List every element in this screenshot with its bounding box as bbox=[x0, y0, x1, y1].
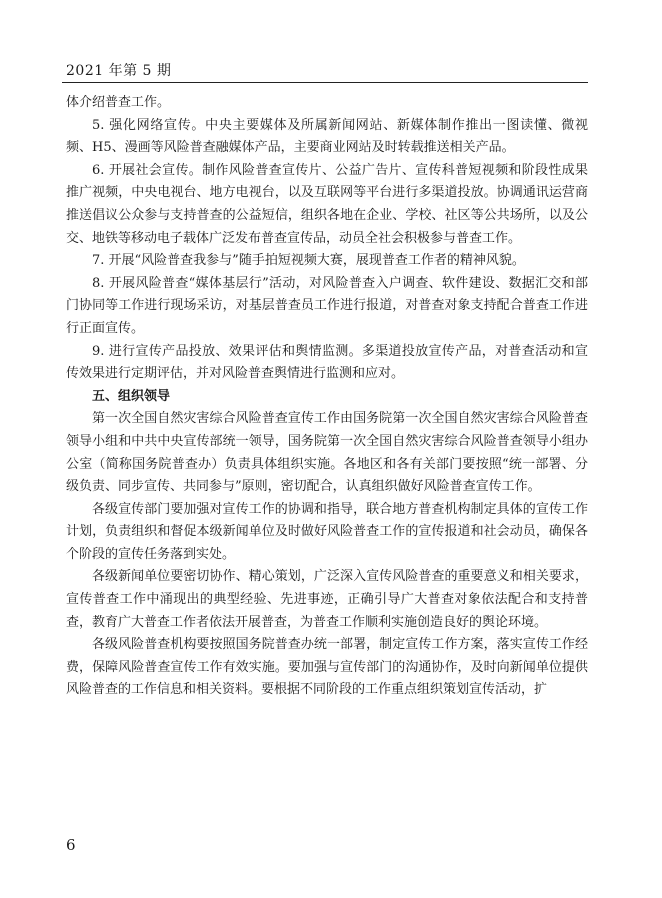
paragraph-item-7: 7. 开展“风险普查我参与”随手拍短视频大赛，展现普查工作者的精神风貌。 bbox=[92, 253, 525, 269]
paragraph-item-9: 9. 进行宣传产品投放、效果评估和舆情监测。多渠道投放宣传产品，对普查活动和宣传效果进行定期评估，并对风险普查舆情进行监测和应对。 bbox=[66, 343, 588, 382]
paragraph-continuation: 体介绍普查工作。 bbox=[66, 95, 171, 110]
section-heading: 五、组织领导 bbox=[92, 388, 171, 404]
header-divider bbox=[62, 82, 588, 83]
paragraph-item-5: 5. 强化网络宣传。中央主要媒体及所属新闻网站、新媒体制作推出一图读懂、微视频、H5、漫画等风险普查融媒体产品，主要商业网站及时转载推送相关产品。 bbox=[66, 117, 588, 156]
paragraph-item-6: 6. 开展社会宣传。制作风险普查宣传片、公益广告片、宣传科普短视频和阶段性成果推广视频，中央电视台、地方电视台，以及互联网等平台进行多渠道投放。协调通讯运营商推送倡议公众参与支持普查的公益短信，组织各地在企业、学校、社区等公共场所，以及公交、地铁等移动电子载体广泛发布普查宣传品，动员全社会积极参与普查工作。 bbox=[66, 162, 588, 246]
paragraph-item-8: 8. 开展风险普查“媒体基层行”活动，对风险普查入户调查、软件建设、数据汇交和部门协同等工作进行现场采访，对基层普查员工作进行报道，对普查对象支持配合普查工作进行正面宣传。 bbox=[66, 275, 588, 336]
article-body bbox=[66, 92, 588, 702]
journal-issue: 2021 年第 5 期 bbox=[66, 63, 172, 79]
paragraph-leadership: 第一次全国自然灾害综合风险普查宣传工作由国务院第一次全国自然灾害综合风险普查领导小组和中共中央宣传部统一领导，国务院第一次全国自然灾害综合风险普查领导小组办公室（简称国务院普查办）负责具体组织实施。各地区和各有关部门要按照“统一部署、分级负责、同步宣传、共同参与”原则，密切配合，认真组织做好风险普查宣传工作。 bbox=[66, 411, 588, 495]
paragraph-news-units: 各级新闻单位要密切协作、精心策划，广泛深入宣传风险普查的重要意义和相关要求，宣传普查工作中涌现出的典型经验、先进事迹，正确引导广大普查对象依法配合和支持普查，教育广大普查工作者依法开展普查，为普查工作顺利实施创造良好的舆论环境。 bbox=[66, 569, 588, 630]
paragraph-propaganda-departments: 各级宣传部门要加强对宣传工作的协调和指导，联合地方普查机构制定具体的宣传工作计划，负责组织和督促本级新闻单位及时做好风险普查工作的宣传报道和社会动员，确保各个阶段的宣传任务落到实处。 bbox=[66, 501, 588, 562]
paragraph-census-agencies: 各级风险普查机构要按照国务院普查办统一部署，制定宣传工作方案，落实宣传工作经费，保障风险普查宣传工作有效实施。要加强与宣传部门的沟通协作，及时向新闻单位提供风险普查的工作信息和相关资料。要根据不同阶段的工作重点组织策划宣传活动，扩 bbox=[66, 637, 588, 698]
page-number: 6 bbox=[66, 836, 76, 854]
